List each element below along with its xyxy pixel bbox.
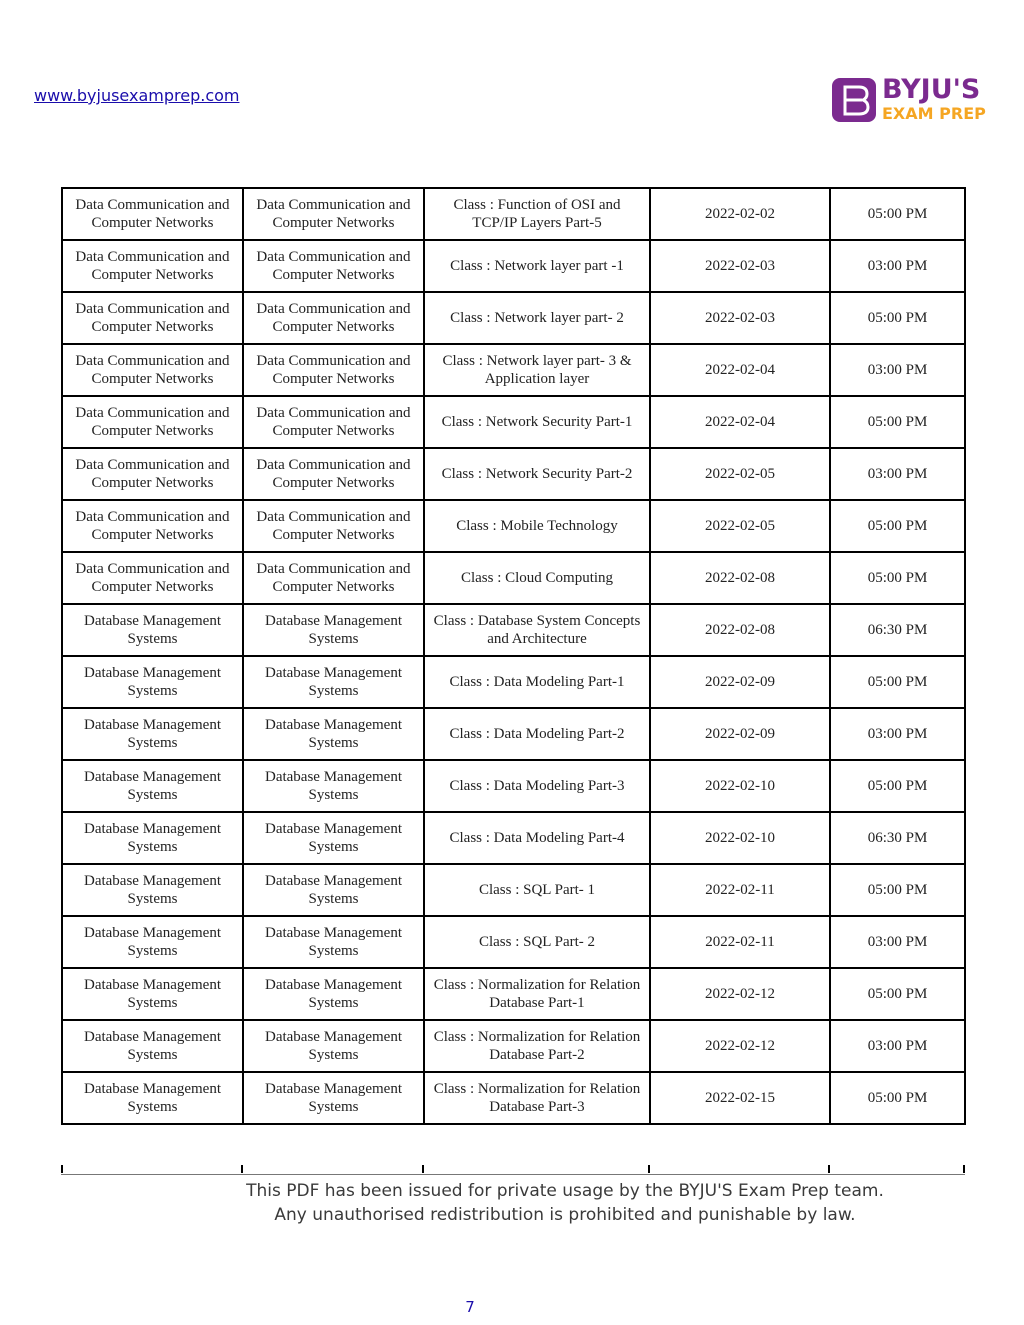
date-cell: 2022-02-11 [650, 864, 830, 916]
topic-cell: Data Communication and Computer Networks [243, 500, 424, 552]
class-title-cell: Class : Data Modeling Part-4 [424, 812, 650, 864]
date-cell: 2022-02-12 [650, 968, 830, 1020]
footer-divider [61, 1174, 965, 1175]
topic-cell: Data Communication and Computer Networks [243, 552, 424, 604]
time-cell: 03:00 PM [830, 448, 965, 500]
class-title-cell: Class : Data Modeling Part-2 [424, 708, 650, 760]
time-cell: 05:00 PM [830, 656, 965, 708]
table-row [62, 1020, 965, 1072]
topic-cell: Database Management Systems [243, 1020, 424, 1072]
topic-cell: Database Management Systems [243, 968, 424, 1020]
time-cell: 05:00 PM [830, 1072, 965, 1124]
table-row [62, 500, 965, 552]
topic-cell: Data Communication and Computer Networks [243, 188, 424, 240]
subject-cell: Data Communication and Computer Networks [62, 552, 243, 604]
table-row [62, 864, 965, 916]
date-cell: 2022-02-12 [650, 1020, 830, 1072]
class-title-cell: Class : Cloud Computing [424, 552, 650, 604]
date-cell: 2022-02-04 [650, 396, 830, 448]
table-row [62, 396, 965, 448]
table-row [62, 708, 965, 760]
subject-cell: Database Management Systems [62, 864, 243, 916]
class-schedule-table [61, 187, 966, 1125]
subject-cell: Data Communication and Computer Networks [62, 292, 243, 344]
class-title-cell: Class : Network layer part -1 [424, 240, 650, 292]
subject-cell: Data Communication and Computer Networks [62, 344, 243, 396]
subject-cell: Data Communication and Computer Networks [62, 188, 243, 240]
table-row [62, 552, 965, 604]
table-row [62, 968, 965, 1020]
subject-cell: Database Management Systems [62, 968, 243, 1020]
class-title-cell: Class : Database System Concepts and Architecture [424, 604, 650, 656]
topic-cell: Data Communication and Computer Networks [243, 292, 424, 344]
table-row [62, 1072, 965, 1124]
subject-cell: Data Communication and Computer Networks [62, 396, 243, 448]
class-title-cell: Class : Data Modeling Part-1 [424, 656, 650, 708]
class-title-cell: Class : Network Security Part-1 [424, 396, 650, 448]
topic-cell: Database Management Systems [243, 864, 424, 916]
date-cell: 2022-02-08 [650, 552, 830, 604]
topic-cell: Data Communication and Computer Networks [243, 448, 424, 500]
subject-cell: Data Communication and Computer Networks [62, 500, 243, 552]
date-cell: 2022-02-05 [650, 500, 830, 552]
date-cell: 2022-02-10 [650, 760, 830, 812]
footer-notice-line-1: This PDF has been issued for private usage by the BYJU'S Exam Prep team. [246, 1181, 884, 1201]
page-number: 7 [465, 1298, 475, 1316]
subject-cell: Database Management Systems [62, 656, 243, 708]
topic-cell: Data Communication and Computer Networks [243, 240, 424, 292]
footer-notice-line-2: Any unauthorised redistribution is prohibited and punishable by law. [274, 1205, 856, 1225]
time-cell: 05:00 PM [830, 760, 965, 812]
date-cell: 2022-02-04 [650, 344, 830, 396]
table-row [62, 916, 965, 968]
subject-cell: Database Management Systems [62, 1020, 243, 1072]
topic-cell: Database Management Systems [243, 760, 424, 812]
table-row [62, 812, 965, 864]
class-title-cell: Class : SQL Part- 1 [424, 864, 650, 916]
subject-cell: Database Management Systems [62, 916, 243, 968]
time-cell: 05:00 PM [830, 188, 965, 240]
schedule-table-body [62, 188, 965, 1124]
time-cell: 05:00 PM [830, 552, 965, 604]
time-cell: 05:00 PM [830, 968, 965, 1020]
class-title-cell: Class : Normalization for Relation Database Part-2 [424, 1020, 650, 1072]
time-cell: 03:00 PM [830, 240, 965, 292]
subject-cell: Data Communication and Computer Networks [62, 240, 243, 292]
byjus-exam-prep-logo [832, 76, 988, 124]
subject-cell: Database Management Systems [62, 812, 243, 864]
table-row [62, 240, 965, 292]
topic-cell: Database Management Systems [243, 604, 424, 656]
topic-cell: Database Management Systems [243, 916, 424, 968]
class-title-cell: Class : Network layer part- 2 [424, 292, 650, 344]
date-cell: 2022-02-11 [650, 916, 830, 968]
class-title-cell: Class : Network layer part- 3 & Application layer [424, 344, 650, 396]
date-cell: 2022-02-15 [650, 1072, 830, 1124]
topic-cell: Database Management Systems [243, 812, 424, 864]
time-cell: 05:00 PM [830, 864, 965, 916]
time-cell: 03:00 PM [830, 916, 965, 968]
class-title-cell: Class : Network Security Part-2 [424, 448, 650, 500]
time-cell: 03:00 PM [830, 1020, 965, 1072]
date-cell: 2022-02-09 [650, 708, 830, 760]
table-row [62, 656, 965, 708]
table-row [62, 188, 965, 240]
subject-cell: Database Management Systems [62, 1072, 243, 1124]
logo-wordmark-top: BYJU'S [882, 74, 981, 105]
topic-cell: Database Management Systems [243, 708, 424, 760]
class-title-cell: Class : SQL Part- 2 [424, 916, 650, 968]
subject-cell: Database Management Systems [62, 604, 243, 656]
time-cell: 03:00 PM [830, 344, 965, 396]
subject-cell: Database Management Systems [62, 760, 243, 812]
date-cell: 2022-02-03 [650, 240, 830, 292]
topic-cell: Data Communication and Computer Networks [243, 396, 424, 448]
date-cell: 2022-02-05 [650, 448, 830, 500]
time-cell: 06:30 PM [830, 812, 965, 864]
time-cell: 05:00 PM [830, 396, 965, 448]
logo-wordmark-bottom: EXAM PREP [882, 104, 986, 123]
date-cell: 2022-02-03 [650, 292, 830, 344]
table-row [62, 344, 965, 396]
date-cell: 2022-02-10 [650, 812, 830, 864]
class-title-cell: Class : Data Modeling Part-3 [424, 760, 650, 812]
byjus-b-logo-icon [832, 78, 876, 122]
table-row [62, 292, 965, 344]
table-row [62, 760, 965, 812]
class-title-cell: Class : Normalization for Relation Database Part-1 [424, 968, 650, 1020]
time-cell: 05:00 PM [830, 292, 965, 344]
date-cell: 2022-02-09 [650, 656, 830, 708]
table-row [62, 448, 965, 500]
class-title-cell: Class : Normalization for Relation Database Part-3 [424, 1072, 650, 1124]
website-link[interactable]: www.byjusexamprep.com [34, 86, 240, 105]
class-title-cell: Class : Mobile Technology [424, 500, 650, 552]
topic-cell: Database Management Systems [243, 1072, 424, 1124]
class-title-cell: Class : Function of OSI and TCP/IP Layers Part-5 [424, 188, 650, 240]
date-cell: 2022-02-08 [650, 604, 830, 656]
time-cell: 03:00 PM [830, 708, 965, 760]
subject-cell: Database Management Systems [62, 708, 243, 760]
time-cell: 06:30 PM [830, 604, 965, 656]
date-cell: 2022-02-02 [650, 188, 830, 240]
subject-cell: Data Communication and Computer Networks [62, 448, 243, 500]
table-row [62, 604, 965, 656]
topic-cell: Data Communication and Computer Networks [243, 344, 424, 396]
time-cell: 05:00 PM [830, 500, 965, 552]
topic-cell: Database Management Systems [243, 656, 424, 708]
